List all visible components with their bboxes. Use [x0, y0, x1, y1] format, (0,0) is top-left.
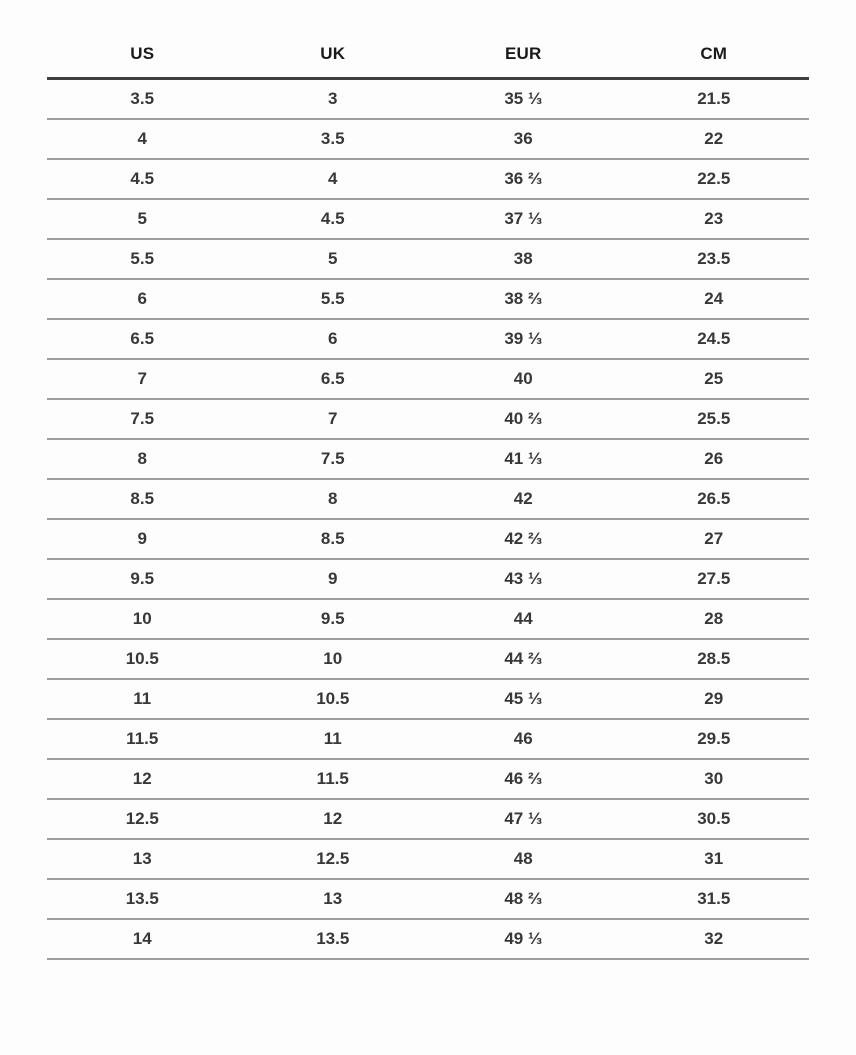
table-row [47, 479, 809, 519]
table-cell-cm: 31 [619, 839, 810, 879]
table-cell-us: 13 [47, 839, 238, 879]
column-header-uk: UK [238, 38, 429, 79]
table-cell-us: 5 [47, 199, 238, 239]
table-cell-uk: 5.5 [238, 279, 429, 319]
table-cell-us: 4.5 [47, 159, 238, 199]
table-row [47, 119, 809, 159]
table-cell-uk: 6.5 [238, 359, 429, 399]
table-cell-eur: 47 ⅓ [428, 799, 619, 839]
table-cell-cm: 28.5 [619, 639, 810, 679]
table-cell-uk: 7 [238, 399, 429, 439]
table-cell-uk: 8 [238, 479, 429, 519]
table-cell-uk: 13.5 [238, 919, 429, 959]
table-cell-us: 11.5 [47, 719, 238, 759]
size-table-body [47, 79, 809, 960]
table-cell-cm: 30.5 [619, 799, 810, 839]
table-cell-us: 7 [47, 359, 238, 399]
table-cell-us: 12.5 [47, 799, 238, 839]
table-row [47, 839, 809, 879]
table-cell-uk: 4 [238, 159, 429, 199]
table-cell-cm: 32 [619, 919, 810, 959]
table-row [47, 399, 809, 439]
table-row [47, 559, 809, 599]
table-row [47, 679, 809, 719]
table-cell-eur: 48 [428, 839, 619, 879]
table-cell-eur: 38 [428, 239, 619, 279]
table-cell-us: 6 [47, 279, 238, 319]
table-cell-uk: 12.5 [238, 839, 429, 879]
table-cell-uk: 10.5 [238, 679, 429, 719]
table-row [47, 639, 809, 679]
table-cell-cm: 26.5 [619, 479, 810, 519]
table-row [47, 279, 809, 319]
table-cell-cm: 22.5 [619, 159, 810, 199]
column-header-us: US [47, 38, 238, 79]
table-cell-uk: 7.5 [238, 439, 429, 479]
table-cell-us: 7.5 [47, 399, 238, 439]
table-cell-cm: 30 [619, 759, 810, 799]
table-cell-us: 11 [47, 679, 238, 719]
table-cell-us: 8.5 [47, 479, 238, 519]
table-cell-eur: 46 [428, 719, 619, 759]
column-header-eur: EUR [428, 38, 619, 79]
table-cell-cm: 24.5 [619, 319, 810, 359]
table-cell-uk: 6 [238, 319, 429, 359]
table-cell-cm: 23 [619, 199, 810, 239]
table-cell-eur: 37 ⅓ [428, 199, 619, 239]
table-cell-cm: 27.5 [619, 559, 810, 599]
table-cell-cm: 26 [619, 439, 810, 479]
table-cell-eur: 44 [428, 599, 619, 639]
table-cell-cm: 21.5 [619, 79, 810, 120]
table-row [47, 359, 809, 399]
table-cell-cm: 28 [619, 599, 810, 639]
table-cell-cm: 25.5 [619, 399, 810, 439]
table-cell-uk: 9 [238, 559, 429, 599]
table-cell-cm: 24 [619, 279, 810, 319]
table-cell-us: 10 [47, 599, 238, 639]
table-row [47, 719, 809, 759]
table-row [47, 79, 809, 120]
table-cell-us: 5.5 [47, 239, 238, 279]
table-cell-eur: 48 ⅔ [428, 879, 619, 919]
table-cell-eur: 42 [428, 479, 619, 519]
table-row [47, 759, 809, 799]
table-cell-cm: 29 [619, 679, 810, 719]
table-cell-uk: 3 [238, 79, 429, 120]
table-cell-eur: 39 ⅓ [428, 319, 619, 359]
size-conversion-table [47, 38, 809, 960]
table-row [47, 919, 809, 959]
table-cell-eur: 44 ⅔ [428, 639, 619, 679]
table-row [47, 159, 809, 199]
size-table-header [47, 38, 809, 79]
table-cell-eur: 42 ⅔ [428, 519, 619, 559]
table-row [47, 799, 809, 839]
table-row [47, 519, 809, 559]
table-cell-cm: 31.5 [619, 879, 810, 919]
table-cell-eur: 45 ⅓ [428, 679, 619, 719]
table-cell-cm: 27 [619, 519, 810, 559]
table-cell-uk: 12 [238, 799, 429, 839]
table-cell-us: 6.5 [47, 319, 238, 359]
table-cell-us: 8 [47, 439, 238, 479]
table-cell-eur: 40 ⅔ [428, 399, 619, 439]
table-cell-uk: 5 [238, 239, 429, 279]
table-cell-uk: 8.5 [238, 519, 429, 559]
table-cell-eur: 46 ⅔ [428, 759, 619, 799]
table-row [47, 319, 809, 359]
table-cell-cm: 23.5 [619, 239, 810, 279]
table-cell-cm: 25 [619, 359, 810, 399]
table-cell-us: 3.5 [47, 79, 238, 120]
table-cell-us: 12 [47, 759, 238, 799]
table-cell-us: 14 [47, 919, 238, 959]
table-cell-eur: 36 [428, 119, 619, 159]
table-row [47, 879, 809, 919]
table-cell-us: 10.5 [47, 639, 238, 679]
table-cell-us: 13.5 [47, 879, 238, 919]
table-cell-cm: 29.5 [619, 719, 810, 759]
table-cell-cm: 22 [619, 119, 810, 159]
table-cell-uk: 13 [238, 879, 429, 919]
header-row [47, 38, 809, 79]
table-cell-uk: 4.5 [238, 199, 429, 239]
table-cell-eur: 40 [428, 359, 619, 399]
table-cell-uk: 9.5 [238, 599, 429, 639]
table-cell-us: 9.5 [47, 559, 238, 599]
table-cell-eur: 35 ⅓ [428, 79, 619, 120]
table-cell-eur: 43 ⅓ [428, 559, 619, 599]
table-cell-eur: 41 ⅓ [428, 439, 619, 479]
table-row [47, 599, 809, 639]
table-row [47, 239, 809, 279]
table-cell-uk: 11.5 [238, 759, 429, 799]
table-cell-uk: 3.5 [238, 119, 429, 159]
table-cell-eur: 36 ⅔ [428, 159, 619, 199]
table-row [47, 439, 809, 479]
column-header-cm: CM [619, 38, 810, 79]
table-cell-eur: 49 ⅓ [428, 919, 619, 959]
table-cell-us: 4 [47, 119, 238, 159]
table-cell-eur: 38 ⅔ [428, 279, 619, 319]
table-cell-uk: 11 [238, 719, 429, 759]
table-row [47, 199, 809, 239]
table-cell-us: 9 [47, 519, 238, 559]
table-cell-uk: 10 [238, 639, 429, 679]
